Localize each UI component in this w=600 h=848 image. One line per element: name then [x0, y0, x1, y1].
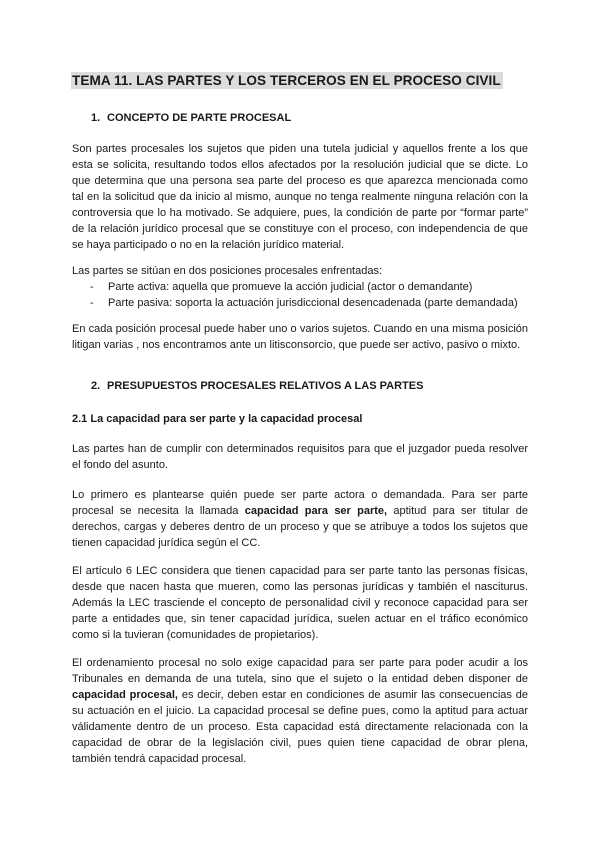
party-positions-list [88, 279, 528, 311]
section-1-paragraph-1: Son partes procesales los sujetos que piden una tutela judicial y aquellos frente a los que esta se solicita, resultando todos ellos afectados por la resolución judicial que se dicte. Lo que determina que una persona sea parte del proceso es que aparezca mencionada como tal en la solicitud que da inicio al mismo, aunque no tenga realmente ninguna relación con la controversia que lo ha motivado. Se adquiere, pues, la condición de parte por “formar parte” de la relación jurídico procesal que se constituye con el proceso, con independencia de que se haya participado o no en la relación jurídico material. [72, 143, 528, 251]
section-2-paragraph-2: Lo primero es plantearse quién puede ser parte actora o demandada. Para ser parte procesal se necesita la llamada capacidad para ser parte, aptitud para ser titular de derechos, cargas y deberes dentro de un proceso y que se atribuye a todos los sujetos que tienen capacidad jurídica según el CC. [72, 489, 528, 549]
section-2-heading [91, 380, 423, 392]
term-capacidad-para-ser-parte: capacidad para ser parte, [244, 505, 388, 517]
section-1-paragraph-2: Las partes se sitúan en dos posiciones procesales enfrentadas: [72, 265, 383, 277]
subsection-2-1-heading: 2.1 La capacidad para ser parte y la capacidad procesal [72, 413, 363, 425]
section-1-heading-text: CONCEPTO DE PARTE PROCESAL [107, 112, 292, 124]
section-2-paragraph-1: Las partes han de cumplir con determinados requisitos para que el juzgador pueda resolver el fondo del asunto. [72, 443, 528, 471]
section-2-paragraph-3: El artículo 6 LEC considera que tienen capacidad para ser parte tanto las personas físicas, desde que nacen hasta que mueren, como las personas jurídicas y también el nasciturus. Además la LEC trasciende el concepto de personalidad civil y reconoce capacidad para ser parte a entidades que, sin tener capacidad jurídica, suelen actuar en el tráfico económico como si la tuvieran (comunidades de propietarios). [72, 565, 528, 641]
term-capacidad-procesal: capacidad procesal, [72, 689, 178, 701]
section-1-number: 1. [91, 112, 101, 124]
section-1-paragraph-3: En cada posición procesal puede haber uno o varios sujetos. Cuando en una misma posición litigan varias , nos encontramos ante un litisconsorcio, que puede ser activo, pasivo o mixto. [72, 323, 528, 351]
list-item: - Parte pasiva: soporta la actuación jurisdiccional desencadenada (parte demandada) [90, 297, 518, 309]
list-item-text: Parte pasiva: soporta la actuación jurisdiccional desencadenada (parte demandada) [108, 297, 518, 309]
section-1-heading [91, 112, 291, 124]
list-item: - Parte activa: aquella que promueve la acción judicial (actor o demandante) [90, 281, 473, 293]
section-2-number: 2. [91, 380, 101, 392]
list-item-text: Parte activa: aquella que promueve la acción judicial (actor o demandante) [108, 281, 473, 293]
document-title: TEMA 11. LAS PARTES Y LOS TERCEROS EN EL PROCESO CIVIL [72, 73, 501, 88]
section-2-heading-text: PRESUPUESTOS PROCESALES RELATIVOS A LAS PARTES [107, 380, 424, 392]
section-2-paragraph-4: El ordenamiento procesal no solo exige capacidad para ser parte para poder acudir a los Tribunales en demanda de una tutela, sino que el sujeto o la entidad deben disponer de capacidad procesal, es decir, deben estar en condiciones de asumir las consecuencias de su actuación en el juicio. La capacidad procesal se define pues, como la aptitud para actuar válidamente dentro de un proceso. Esta capacidad está directamente relacionada con la capacidad de obrar de la legislación civil, pues quien tiene capacidad de obrar plena, también tendrá capacidad procesal. [72, 657, 528, 765]
